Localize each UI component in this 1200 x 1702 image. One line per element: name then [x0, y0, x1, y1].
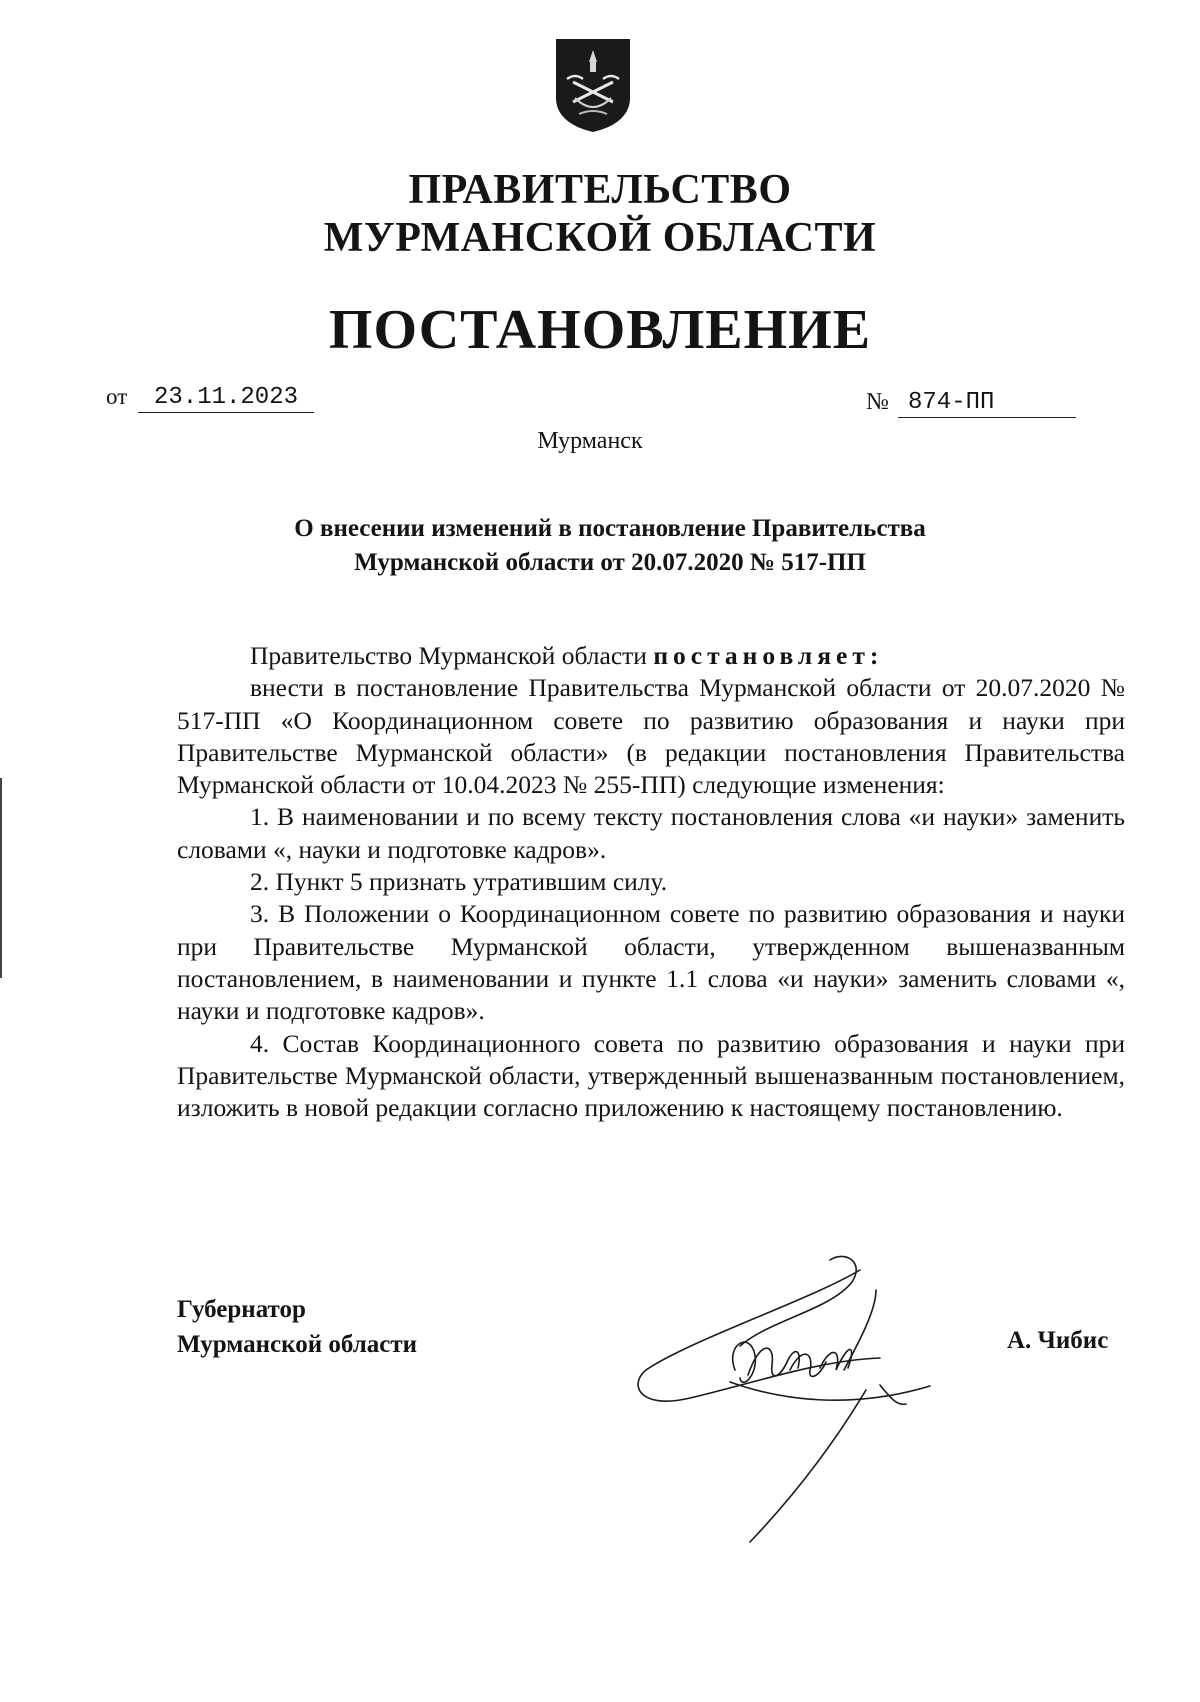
intro-text: Правительство Мурманской области — [250, 641, 654, 670]
document-body — [177, 640, 1125, 1124]
scan-edge-mark — [0, 778, 2, 978]
handwritten-signature — [630, 1250, 960, 1550]
document-subject — [220, 512, 1000, 580]
coat-of-arms-icon — [553, 36, 633, 134]
intro-verb: постановляет: — [653, 641, 884, 670]
subject-line-1: О внесении изменений в постановление Правительства — [294, 515, 926, 542]
body-item-4: 4. Состав Координационного совета по развитию образования и науки при Правительстве Мурманской области, утвержденный вышеназванным постановлением, изложить в новой редакции согласно приложению к настоящему постановлению. — [177, 1028, 1125, 1123]
number-prefix: № — [866, 389, 889, 415]
document-type-title: ПОСТАНОВЛЕНИЕ — [328, 299, 872, 361]
document-date: 23.11.2023 — [138, 384, 314, 413]
body-item-1: 1. В наименовании и по всему тексту постановления слова «и науки» заменить словами «, науки и подготовке кадров». — [177, 802, 1125, 864]
position-line-1: Губернатор — [177, 1296, 306, 1323]
signatory-position — [177, 1292, 417, 1362]
position-line-2: Мурманской области — [177, 1331, 418, 1358]
signer-name: А. Чибис — [1007, 1327, 1109, 1354]
body-paragraph-1: внести в постановление Правительства Мурманской области от 20.07.2020 № 517-ПП «О Координационном совете по развитию образования и науки при Правительстве Мурманской области» (в редакции постановления Правительства Мурманской области от 10.04.2023 № 255-ПП) следующие изменения: — [177, 673, 1125, 800]
body-item-3: 3. В Положении о Координационном совете по развитию образования и науки при Правительстве Мурманской области, утвержденном вышеназванным постановлением, в наименовании и пункте 1.1 слова «и науки» заменить словами «, науки и подготовке кадров». — [177, 899, 1125, 1026]
city-name: Мурманск — [537, 428, 643, 454]
intro-paragraph — [177, 640, 1125, 672]
government-name-line-2: МУРМАНСКОЙ ОБЛАСТИ — [323, 215, 877, 261]
date-prefix: от — [106, 384, 128, 409]
government-name-line-1: ПРАВИТЕЛЬСТВО — [408, 167, 792, 213]
subject-line-2: Мурманской области от 20.07.2020 № 517-ПП — [354, 549, 866, 576]
body-item-2: 2. Пункт 5 признать утратившим силу. — [250, 867, 668, 897]
document-number: 874-ПП — [898, 389, 1076, 418]
